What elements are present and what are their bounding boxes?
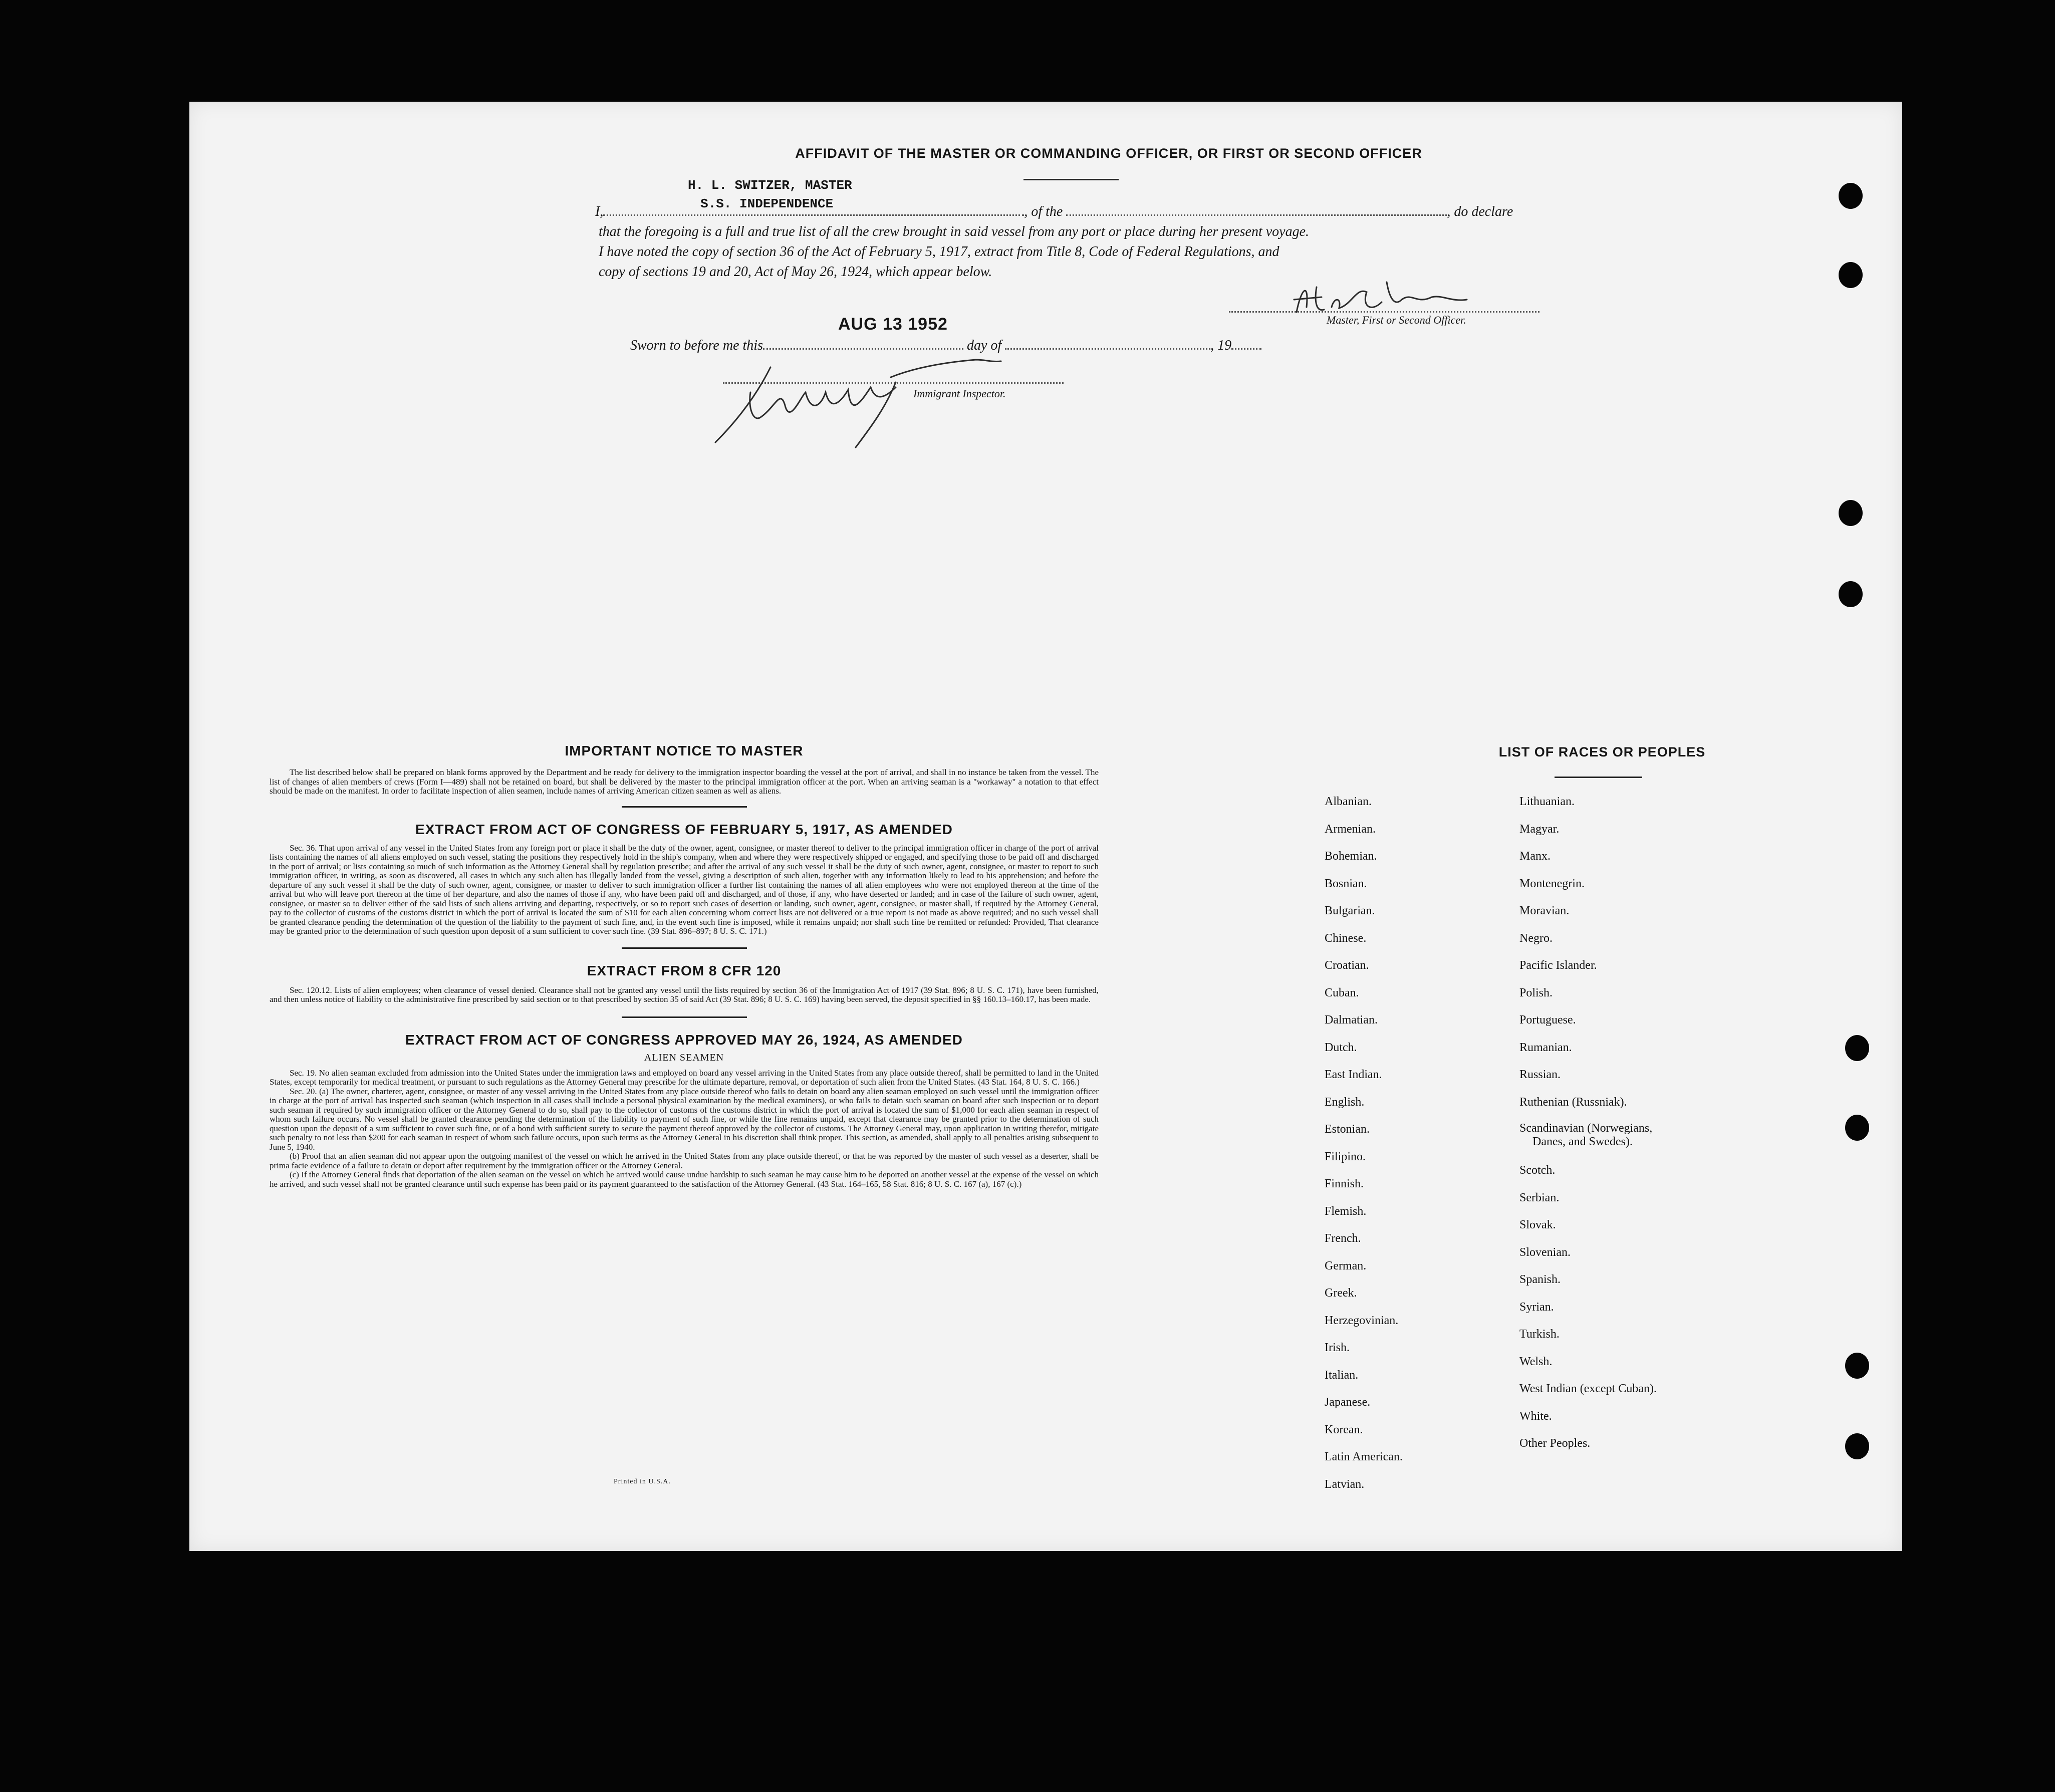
declaration-line-3: I have noted the copy of section 36 of the Act of February 5, 1917, extract from Title 8, Code of Federal Regulations, and — [599, 244, 1279, 260]
race-item: Ruthenian (Russniak). — [1519, 1095, 1627, 1109]
declaration-line-4: copy of sections 19 and 20, Act of May 26, 1924, which appear below. — [599, 264, 992, 280]
race-item: Serbian. — [1519, 1191, 1560, 1204]
do-declare-label: , do declare — [1447, 204, 1513, 219]
punch-hole — [1845, 1115, 1869, 1141]
race-item: Spanish. — [1519, 1273, 1561, 1286]
race-item: Greek. — [1325, 1287, 1357, 1300]
punch-hole — [1845, 1035, 1869, 1061]
sec-20b-paragraph: (b) Proof that an alien seaman did not appear upon the outgoing manifest of the vessel on which he arrived in the United States from any place outside thereof, or that he was reported by the master of such vessel as a deserter, shall be prima facie evidence of a failure to detain or deport after requirement by the immigration officer or the Attorney General. — [270, 1151, 1099, 1170]
punch-hole — [1845, 1353, 1869, 1379]
race-item: Flemish. — [1325, 1204, 1367, 1218]
i-label: I, — [595, 204, 604, 219]
legal-notices-column — [270, 743, 1099, 1189]
race-item: Chinese. — [1325, 931, 1367, 945]
race-item: Estonian. — [1325, 1123, 1370, 1136]
declaration-line-2: that the foregoing is a full and true list of all the crew brought in said vessel from any port or place during her present voyage. — [599, 224, 1310, 239]
notice-title: IMPORTANT NOTICE TO MASTER — [565, 743, 804, 758]
race-item: Dutch. — [1325, 1041, 1357, 1054]
vessel-field — [1066, 214, 1447, 216]
section-divider — [622, 1016, 747, 1018]
race-item: Irish. — [1325, 1341, 1350, 1354]
races-list-title: LIST OF RACES OR PEOPLES — [1498, 744, 1706, 759]
races-right-column — [1519, 788, 1657, 1457]
sworn-label: Sworn to before me this — [630, 338, 763, 353]
affidavit-title: AFFIDAVIT OF THE MASTER OR COMMANDING OFFICER, OR FIRST OR SECOND OFFICER — [795, 146, 1422, 161]
race-item: Bosnian. — [1325, 877, 1367, 890]
extract-1924-title: EXTRACT FROM ACT OF CONGRESS APPROVED MAY 26, 1924, AS AMENDED — [405, 1032, 963, 1048]
inspector-caption: Immigrant Inspector. — [913, 387, 1006, 400]
race-item: Bulgarian. — [1325, 904, 1375, 917]
typed-vessel-name: S.S. INDEPENDENCE — [700, 196, 834, 211]
sworn-month-field — [1005, 348, 1210, 350]
sec-20a-paragraph: Sec. 20. (a) The owner, charterer, agent, consignee, or master of any vessel arriving in the United States from any place outside thereof who fails to detain on board any alien seaman employed on such vessel until the immigration officer in charge at the port of arrival has inspected such seaman (which inspection in all cases shall include a personal physical examination by the medical examiners), or who fails to detain such seaman on board after such inspection or to deport such seaman if required by such immigration officer or the Attorney General to do so, shall pay to the collector of customs of the customs district in which the port of arrival is located the sum of $1,000 for each alien seaman in respect of whom such failure occurs. No vessel shall be granted clearance pending the determination of the liability to payment of such fine, or while the fine remains unpaid, except that clearance may be granted prior to the determination of such question upon the deposit of a sum sufficient to cover such fine, or of a bond with sufficient surety to secure the payment thereof approved by the collector of customs. The Attorney General may, upon application in writing therefor, mitigate such penalty to not less than $200 for each seaman in respect of whom such failure occurs, upon such terms as the Attorney General in his discretion shall think proper. This section, as amended, shall apply to all penalties arising subsequent to June 5, 1940. — [270, 1086, 1099, 1152]
race-item: Pacific Islander. — [1519, 959, 1597, 972]
section-divider — [622, 806, 747, 808]
race-item: Moravian. — [1519, 904, 1570, 917]
title-divider — [1023, 179, 1119, 180]
race-item: Finnish. — [1325, 1177, 1364, 1190]
race-item: Slovenian. — [1519, 1245, 1571, 1259]
of-the-label: , of the — [1024, 204, 1063, 219]
race-item: Herzegovinian. — [1325, 1314, 1399, 1327]
race-item: French. — [1325, 1232, 1361, 1245]
race-item: Filipino. — [1325, 1150, 1366, 1163]
race-item: Turkish. — [1519, 1328, 1560, 1341]
notice-paragraph: The list described below shall be prepared on blank forms approved by the Department and be ready for delivery to the immigration inspector boarding the vessel at the port of arrival, and shall in no instance be taken from the vessel. The list of changes of alien members of crews (Form I—489) shall not be retained on board, but shall be delivered by the master to the principal immigration officer at the port. When an arriving seaman is a "workaway" a notation to that effect should be made on the manifest. In order to facilitate inspection of alien seamen, include names of arriving American citizen seamen as well as aliens. — [270, 767, 1099, 796]
extract-1924-body — [270, 1069, 1099, 1189]
race-item: German. — [1325, 1259, 1367, 1272]
race-item: Slovak. — [1519, 1218, 1556, 1231]
sec-20c-paragraph: (c) If the Attorney General finds that deportation of the alien seaman on the vessel on which he arrived would cause undue hardship to such seaman he may cause him to be deported on another vessel at the expense of the vessel on which he arrived, and such vessel shall not be granted clearance until such expense has been paid or its payment guaranteed to the satisfaction of the Attorney General. (43 Stat. 164–165, 58 Stat. 816; 8 U. S. C. 167 (a), 167 (c).) — [270, 1170, 1099, 1189]
punch-hole — [1839, 183, 1863, 209]
race-item: Polish. — [1519, 986, 1553, 999]
race-item: Dalmatian. — [1325, 1013, 1378, 1027]
race-item: White. — [1519, 1409, 1552, 1423]
race-item: Scotch. — [1519, 1164, 1556, 1177]
alien-seamen-subtitle: ALIEN SEAMEN — [644, 1052, 724, 1063]
extract-cfr-body — [270, 986, 1099, 1004]
race-item: Latin American. — [1325, 1450, 1403, 1463]
typed-master-name: H. L. SWITZER, MASTER — [688, 178, 852, 193]
date-stamp: AUG 13 1952 — [838, 315, 948, 334]
sworn-year-field — [1231, 348, 1261, 350]
race-item: West Indian (except Cuban). — [1519, 1382, 1657, 1395]
day-of-label: day of — [966, 338, 1002, 353]
printed-in-usa: Printed in U.S.A. — [614, 1478, 671, 1485]
race-item: English. — [1325, 1095, 1365, 1109]
race-item: Magyar. — [1519, 822, 1560, 836]
punch-hole — [1839, 581, 1863, 607]
race-item: Rumanian. — [1519, 1041, 1572, 1054]
race-item: Montenegrin. — [1519, 877, 1585, 890]
master-caption: Master, First or Second Officer. — [1327, 314, 1466, 326]
punch-hole — [1839, 262, 1863, 288]
race-item: Korean. — [1325, 1423, 1363, 1436]
year-label: , 19 — [1210, 338, 1232, 353]
race-item: Albanian. — [1325, 795, 1372, 808]
race-item: Japanese. — [1325, 1396, 1371, 1409]
race-item: Cuban. — [1325, 986, 1359, 999]
extract-1917-title: EXTRACT FROM ACT OF CONGRESS OF FEBRUARY 5, 1917, AS AMENDED — [415, 821, 953, 837]
race-item: Syrian. — [1519, 1300, 1554, 1314]
race-item: Negro. — [1519, 931, 1553, 945]
name-field — [603, 214, 1024, 216]
punch-hole — [1839, 500, 1863, 526]
race-item-line: Danes, and Swedes). — [1532, 1135, 1633, 1148]
race-item-scandinavian — [1519, 1116, 1657, 1157]
punch-hole — [1845, 1433, 1869, 1459]
section-divider — [622, 947, 747, 949]
race-item: Armenian. — [1325, 822, 1376, 836]
race-item: Portuguese. — [1519, 1013, 1576, 1027]
race-item: Italian. — [1325, 1368, 1359, 1382]
sec-36-paragraph: Sec. 36. That upon arrival of any vessel in the United States from any foreign port or place it shall be the duty of the owner, agent, consignee, or master thereof to deliver to the principal immigration officer in charge of the port of arrival lists containing the names of all aliens employed on such vessel, stating the positions they respectively hold in the ship's company, when and where they were respectively shipped or engaged, and specifying those to be paid off and discharged in the port of arrival; or lists containing so much of such information as the Attorney General shall by regulation prescribe; and after the arrival of any such vessel it shall be the duty of such owner, agent, consignee, or master to report to such immigration officer, in writing, as soon as discovered, all cases in which any such alien has illegally landed from the vessel, giving a description of such alien, together with any information likely to lead to his apprehension; and before the departure of any such vessel it shall be the duty of such owner, agent, consignee, or master to deliver to such immigration officer a further list containing the names of all alien employees who were not employed thereon at the time of the arrival but who will leave port thereon at the time of her departure, and also the names of those if any, who have been paid off and discharged, and of those, if any, who have deserted or landed; and in case of the failure of such owner, agent, consignee, or master so to deliver either of the said lists of such aliens arriving and departing, respectively, or so to report such cases of desertion or landing, such owner, agent, consignee, or master shall, if required by the Attorney General, pay to the collector of customs of the customs district in which the port of arrival is located the sum of $10 for each alien concerning whom correct lists are not delivered or a true report is not made as above required; and no such vessel shall be granted clearance pending the determination of the question of the liability to the payment of such fine, and, in the event such fine is imposed, while it remains unpaid; nor shall such fine be remitted or refunded: Provided, That clearance may be granted prior to the determination of such question upon deposit of a sum sufficient to cover such fine. (39 Stat. 896–897; 8 U. S. C. 171.) — [270, 843, 1099, 936]
extract-1917-body — [270, 844, 1099, 936]
race-item: Croatian. — [1325, 959, 1369, 972]
extract-cfr-title: EXTRACT FROM 8 CFR 120 — [587, 962, 782, 978]
race-item: Lithuanian. — [1519, 795, 1575, 808]
race-item: Bohemian. — [1325, 850, 1377, 863]
race-item: Latvian. — [1325, 1477, 1365, 1491]
sec-120-12-paragraph: Sec. 120.12. Lists of alien employees; when clearance of vessel denied. Clearance shall not be granted any vessel until the lists required by section 36 of the Immigration Act of 1917 (39 Stat. 896; 8 U. S. C. 171), have been furnished, and then unless notice of liability to the administrative fine prescribed by said section or to that prescribed by section 35 of said Act (39 Stat. 896; 8 U. S. C. 169) having been served, the deposit specified in §§ 160.13–160.17, has been made. — [270, 985, 1099, 1004]
race-item-line: Scandinavian (Norwegians, — [1519, 1122, 1653, 1135]
race-item: Manx. — [1519, 850, 1551, 863]
notice-body — [270, 768, 1099, 796]
sec-19-paragraph: Sec. 19. No alien seaman excluded from admission into the United States under the immigration laws and employed on board any vessel arriving in the United States from any place outside thereof, shall be permitted to land in the United States, except temporarily for medical treatment, or pursuant to such regulations as the Attorney General may prescribe for the ultimate departure, removal, or deportation of such alien from the United States. (43 Stat. 164, 8 U. S. C. 166.) — [270, 1068, 1099, 1087]
race-item: East Indian. — [1325, 1068, 1382, 1081]
races-left-column — [1325, 788, 1403, 1498]
form-page — [189, 102, 1902, 1551]
race-item: Welsh. — [1519, 1355, 1553, 1368]
race-item: Other Peoples. — [1519, 1437, 1591, 1450]
declaration-line-1 — [595, 202, 1547, 222]
race-item: Russian. — [1519, 1068, 1561, 1081]
races-divider — [1555, 777, 1642, 778]
